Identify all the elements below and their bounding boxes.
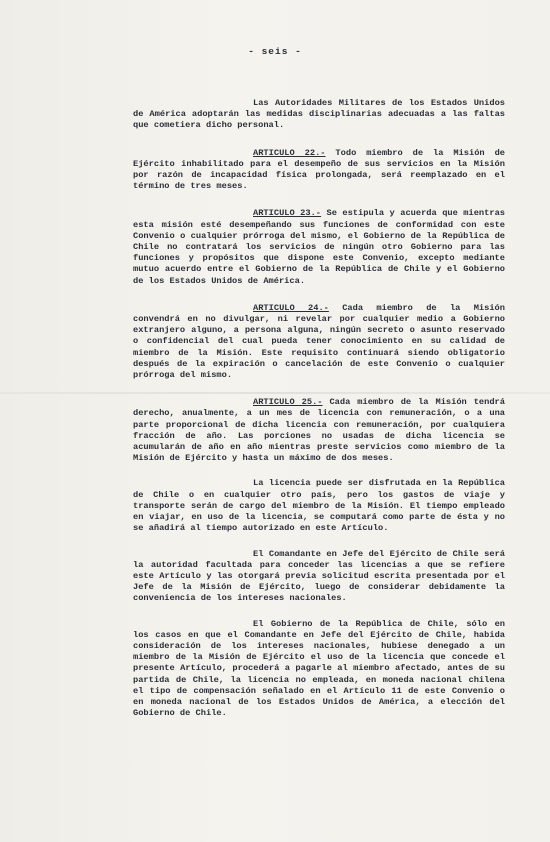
paragraph-text: La licencia puede ser disfrutada en la República de Chile o en cualquier otro país, pero los gastos de viaje y transporte serán de cargo del miembro de la Misión. El tiempo empleado en viajar, en uso de la licencia, se computará como parte de ésta y no se añadirá al tiempo autorizado en este Artículo. [133,478,505,534]
paragraph-leave-authority [133,549,505,605]
paragraph-article-23 [133,208,505,286]
article-heading: ARTICULO 22.- [253,147,326,158]
paragraph-text: Cada miembro de la Misión tendrá derecho, anualmente, a un mes de licencia con remuneración, o a una parte proporcional de dicha licencia con remuneración, por cualquiera fracción de año. Las porciones no usadas de dicha licencia se acumularán de año en año mientras preste servicios como miembro de la Misión de Ejército y hasta un máximo de dos meses. [133,397,505,464]
paragraph-leave-payment [133,619,505,720]
paragraph-text: Se estipula y acuerda que mientras esta misión esté desempeñando sus funciones de conformidad con este Convenio o cualquier prórroga del mismo, el Gobierno de la República de Chile no contratará los servicios de ningún otro Gobierno para las funciones y propósitos que dispone este Convenio, excepto mediante mutuo acuerdo entre el Gobierno de la República de Chile y el Gobierno de los Estados Unidos de América. [133,208,505,286]
article-heading: ARTICULO 25.- [253,397,323,408]
paragraph-text: El Gobierno de la República de Chile, sólo en los casos en que el Comandante en Jefe del Ejército de Chile, habida consideración de los intereses nacionales, hubiese denegado a un miembro de la Misión de Ejército el uso de la licencia que concede el presente Artículo, procederá a pagarle al miembro afectado, antes de su partida de Chile, la licencia no empleada, en moneda nacional chilena el tipo de compensación señalado en el Artículo 11 de este Convenio o en moneda nacional de los Estados Unidos de América, a elección del Gobierno de Chile. [133,618,505,719]
page-number: - seis - [248,46,302,57]
article-heading: ARTICULO 23.- [253,208,322,219]
article-heading: ARTICULO 24.- [253,302,329,313]
paragraph-text: Todo miembro de la Misión de Ejército inhabilitado para el desempeño de sus servicios en la Misión por razón de incapacidad física prolongada, será reemplazado en el término de tres meses. [133,147,505,192]
paragraph-article-22 [133,148,505,193]
paragraph-article-24 [133,303,505,381]
paragraph-article-25 [133,397,505,464]
paragraph-text: Cada miembro de la Misión convendrá en no divulgar, ni revelar por cualquier medio a Gobierno extranjero alguno, a persona alguna, ningún secreto o asunto reservado o confidencial del cual pueda tener conocimiento en su calidad de miembro de la Misión. Este requisito continuará siendo obligatorio después de la expiración o cancelación de este Convenio o cualquier prórroga del mismo. [133,302,505,381]
paragraph-text: Las Autoridades Militares de los Estados Unidos de América adoptarán las medidas disciplinarias adecuadas a las faltas que cometiera dicho personal. [133,98,505,131]
paragraph-text: El Comandante en Jefe del Ejército de Chile será la autoridad facultada para conceder las licencias a que se refiere este Artículo y las otorgará previa solicitud escrita presentada por el Jefe de la Misión de Ejército, luego de considerar debidamente la conveniencia de los intereses nacionales. [133,548,505,604]
paragraph-discipline [133,98,505,132]
paragraph-leave-location [133,478,505,534]
document-body [133,98,505,735]
